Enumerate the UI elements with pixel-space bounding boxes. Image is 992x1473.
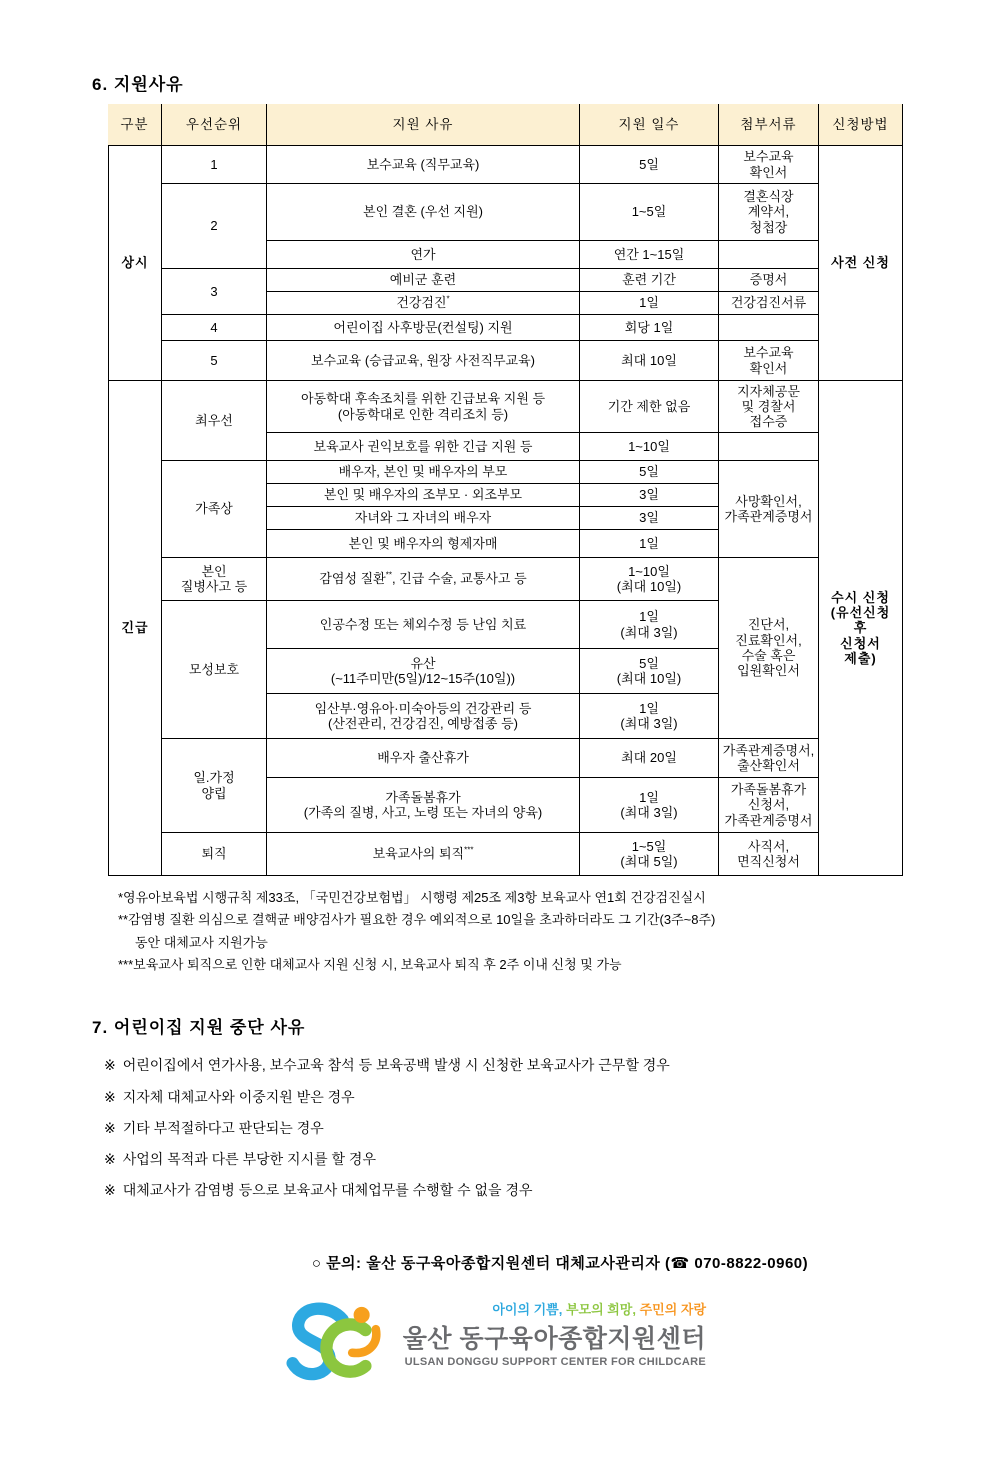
contact-line: ○ 문의: 울산 동구육아종합지원센터 대체교사관리자 (☎ 070-8822-0960) [311,1254,809,1272]
table-cell: 어린이집 사후방문(컨설팅) 지원 [267,315,580,341]
suspension-reason-item [104,1082,924,1113]
table-cell: 배우자, 본인 및 배우자의 부모 [267,461,580,484]
footnote-line: **감염병 질환 의심으로 결핵균 배양검사가 필요한 경우 예외적으로 10일을 초과하더라도 그 기간(3주~8주) [118,912,716,928]
org-slogan [398,1299,706,1318]
table-cell: 건강검진서류 [719,292,819,315]
table-cell: 연간 1~15일 [580,241,719,269]
column-header-0: 구분 [108,104,162,146]
table-cell: 본인 및 배우자의 조부모 · 외조부모 [267,484,580,507]
org-slogan-segment: 주민의 자랑 [635,1301,706,1317]
support-reasons-table [108,104,903,876]
table-cell: 본인 결혼 (우선 지원) [267,184,580,241]
org-name-korean: 울산 동구육아종합지원센터 [402,1324,706,1353]
suspension-reason-item [104,1113,924,1144]
table-cell: 5일 [580,461,719,484]
table-cell: 가족상 [162,461,267,558]
table-cell: 최우선 [162,381,267,461]
table-cell: 예비군 훈련 [267,269,580,292]
table-cell [719,241,819,269]
suspension-reason-text: 사업의 목적과 다른 부당한 지시를 할 경우 [122,1150,376,1167]
suspension-reason-item [104,1175,924,1206]
table-cell: 기간 제한 없음 [580,381,719,433]
table-cell: 아동학대 후속조치를 위한 긴급보육 지원 등 (아동학대로 인한 격리조치 등) [267,381,580,433]
suspension-reason-text: 지자체 대체교사와 이중지원 받은 경우 [122,1088,355,1105]
table-cell [719,315,819,341]
table-cell: 4 [162,315,267,341]
table-cell: 지자체공문 및 경찰서 접수증 [719,381,819,433]
category-cell: 상시 [108,146,162,381]
table-cell: 유산 (~11주미만(5일)/12~15주(10일)) [267,649,580,694]
table-cell: 보수교육 확인서 [719,146,819,184]
table-cell: 가족관계증명서, 출산확인서 [719,739,819,778]
column-header-3: 지원 일수 [580,104,719,146]
table-cell: 회당 1일 [580,315,719,341]
suspension-reason-text: 기타 부적절하다고 판단되는 경우 [122,1119,324,1136]
column-header-1: 우선순위 [162,104,267,146]
table-cell: 진단서, 진료확인서, 수술 혹은 입원확인서 [719,558,819,739]
table-cell: 1~5일 [580,184,719,241]
footnote-line: 동안 대체교사 지원가능 [135,934,268,950]
table-cell: 1일 (최대 3일) [580,778,719,833]
table-cell: 최대 20일 [580,739,719,778]
table-cell: 일.가정 양립 [162,739,267,833]
table-cell: 훈련 기간 [580,269,719,292]
table-cell: 1~10일 (최대 10일) [580,558,719,601]
table-cell: 연가 [267,241,580,269]
table-cell: 가족돌봄휴가 신청서, 가족관계증명서 [719,778,819,833]
org-slogan-segment: 아이의 기쁨, [492,1301,563,1317]
suspension-reason-item [104,1144,924,1175]
table-cell: 1 [162,146,267,184]
suspension-reason-text: 대체교사가 감염병 등으로 보육교사 대체업무를 수행할 수 없을 경우 [122,1181,533,1198]
table-cell: 2 [162,184,267,269]
org-slogan-segment: 부모의 희망, [562,1301,636,1317]
table-cell: 본인 질병사고 등 [162,558,267,601]
table-cell: 보수교육 (승급교육, 원장 사전직무교육) [267,341,580,381]
table-cell: 모성보호 [162,601,267,739]
reference-mark-icon: ※ [104,1088,116,1105]
table-cell: 5 [162,341,267,381]
table-cell: 사망확인서, 가족관계증명서 [719,461,819,558]
table-cell: 건강검진* [267,292,580,315]
org-logo [0,1299,992,1381]
table-cell: 가족돌봄휴가 (가족의 질병, 사고, 노령 또는 자녀의 양육) [267,778,580,833]
suspension-reason-text: 어린이집에서 연가사용, 보수교육 참석 등 보육공백 발생 시 신청한 보육교사가 근무할 경우 [122,1057,670,1074]
table-cell: 5일 (최대 10일) [580,649,719,694]
section6-title: 6. 지원사유 [92,75,184,94]
reference-mark-icon: ※ [104,1119,116,1136]
table-cell: 1일 [580,292,719,315]
column-header-4: 첨부서류 [719,104,819,146]
table-cell: 보육교사 권익보호를 위한 긴급 지원 등 [267,433,580,461]
table-cell: 1~5일 (최대 5일) [580,833,719,876]
reference-mark-icon: ※ [104,1057,116,1074]
table-cell: 3 [162,269,267,315]
table-cell: 사직서, 면직신청서 [719,833,819,876]
table-cell: 보육교사의 퇴직*** [267,833,580,876]
suspension-reason-item [104,1050,924,1081]
table-cell: 보수교육 (직무교육) [267,146,580,184]
footnote-line: ***보육교사 퇴직으로 인한 대체교사 지원 신청 시, 보육교사 퇴직 후 2주 이내 신청 및 가능 [118,957,622,973]
footnotes [118,887,888,976]
column-header-5: 신청방법 [819,104,903,146]
category-cell: 긴급 [108,381,162,876]
section7-title: 7. 어린이집 지원 중단 사유 [92,1018,306,1038]
table-cell: 보수교육 확인서 [719,341,819,381]
table-cell: 임산부·영유아·미숙아등의 건강관리 등 (산전관리, 건강검진, 예방접종 등) [267,694,580,739]
footnote-line: *영유아보육법 시행규칙 제33조, 「국민건강보험법」 시행령 제25조 제3항 보육교사 연1회 건강검진실시 [118,890,706,905]
table-cell: 결혼식장 계약서, 청첩장 [719,184,819,241]
table-cell: 1일 [580,530,719,558]
table-cell [719,433,819,461]
reference-mark-icon: ※ [104,1150,116,1167]
table-cell: 본인 및 배우자의 형제자매 [267,530,580,558]
table-cell: 5일 [580,146,719,184]
org-logo-mark-icon [286,1299,390,1381]
org-name-english: ULSAN DONGGU SUPPORT CENTER FOR CHILDCARE [404,1355,706,1368]
org-logo-text [398,1299,706,1368]
apply-method-cell: 사전 신청 [819,146,903,381]
table-cell: 3일 [580,484,719,507]
table-cell: 최대 10일 [580,341,719,381]
table-cell: 3일 [580,507,719,530]
table-cell: 인공수정 또는 체외수정 등 난임 치료 [267,601,580,649]
table-cell: 1일 (최대 3일) [580,694,719,739]
table-cell: 증명서 [719,269,819,292]
table-cell: 1~10일 [580,433,719,461]
table-cell: 배우자 출산휴가 [267,739,580,778]
suspension-reason-list [104,1050,924,1205]
reference-mark-icon: ※ [104,1181,116,1198]
column-header-2: 지원 사유 [267,104,580,146]
table-cell: 자녀와 그 자녀의 배우자 [267,507,580,530]
table-cell: 감염성 질환**, 긴급 수술, 교통사고 등 [267,558,580,601]
table-cell: 1일 (최대 3일) [580,601,719,649]
apply-method-cell: 수시 신청 (유선신청 후 신청서 제출) [819,381,903,876]
table-cell: 퇴직 [162,833,267,876]
